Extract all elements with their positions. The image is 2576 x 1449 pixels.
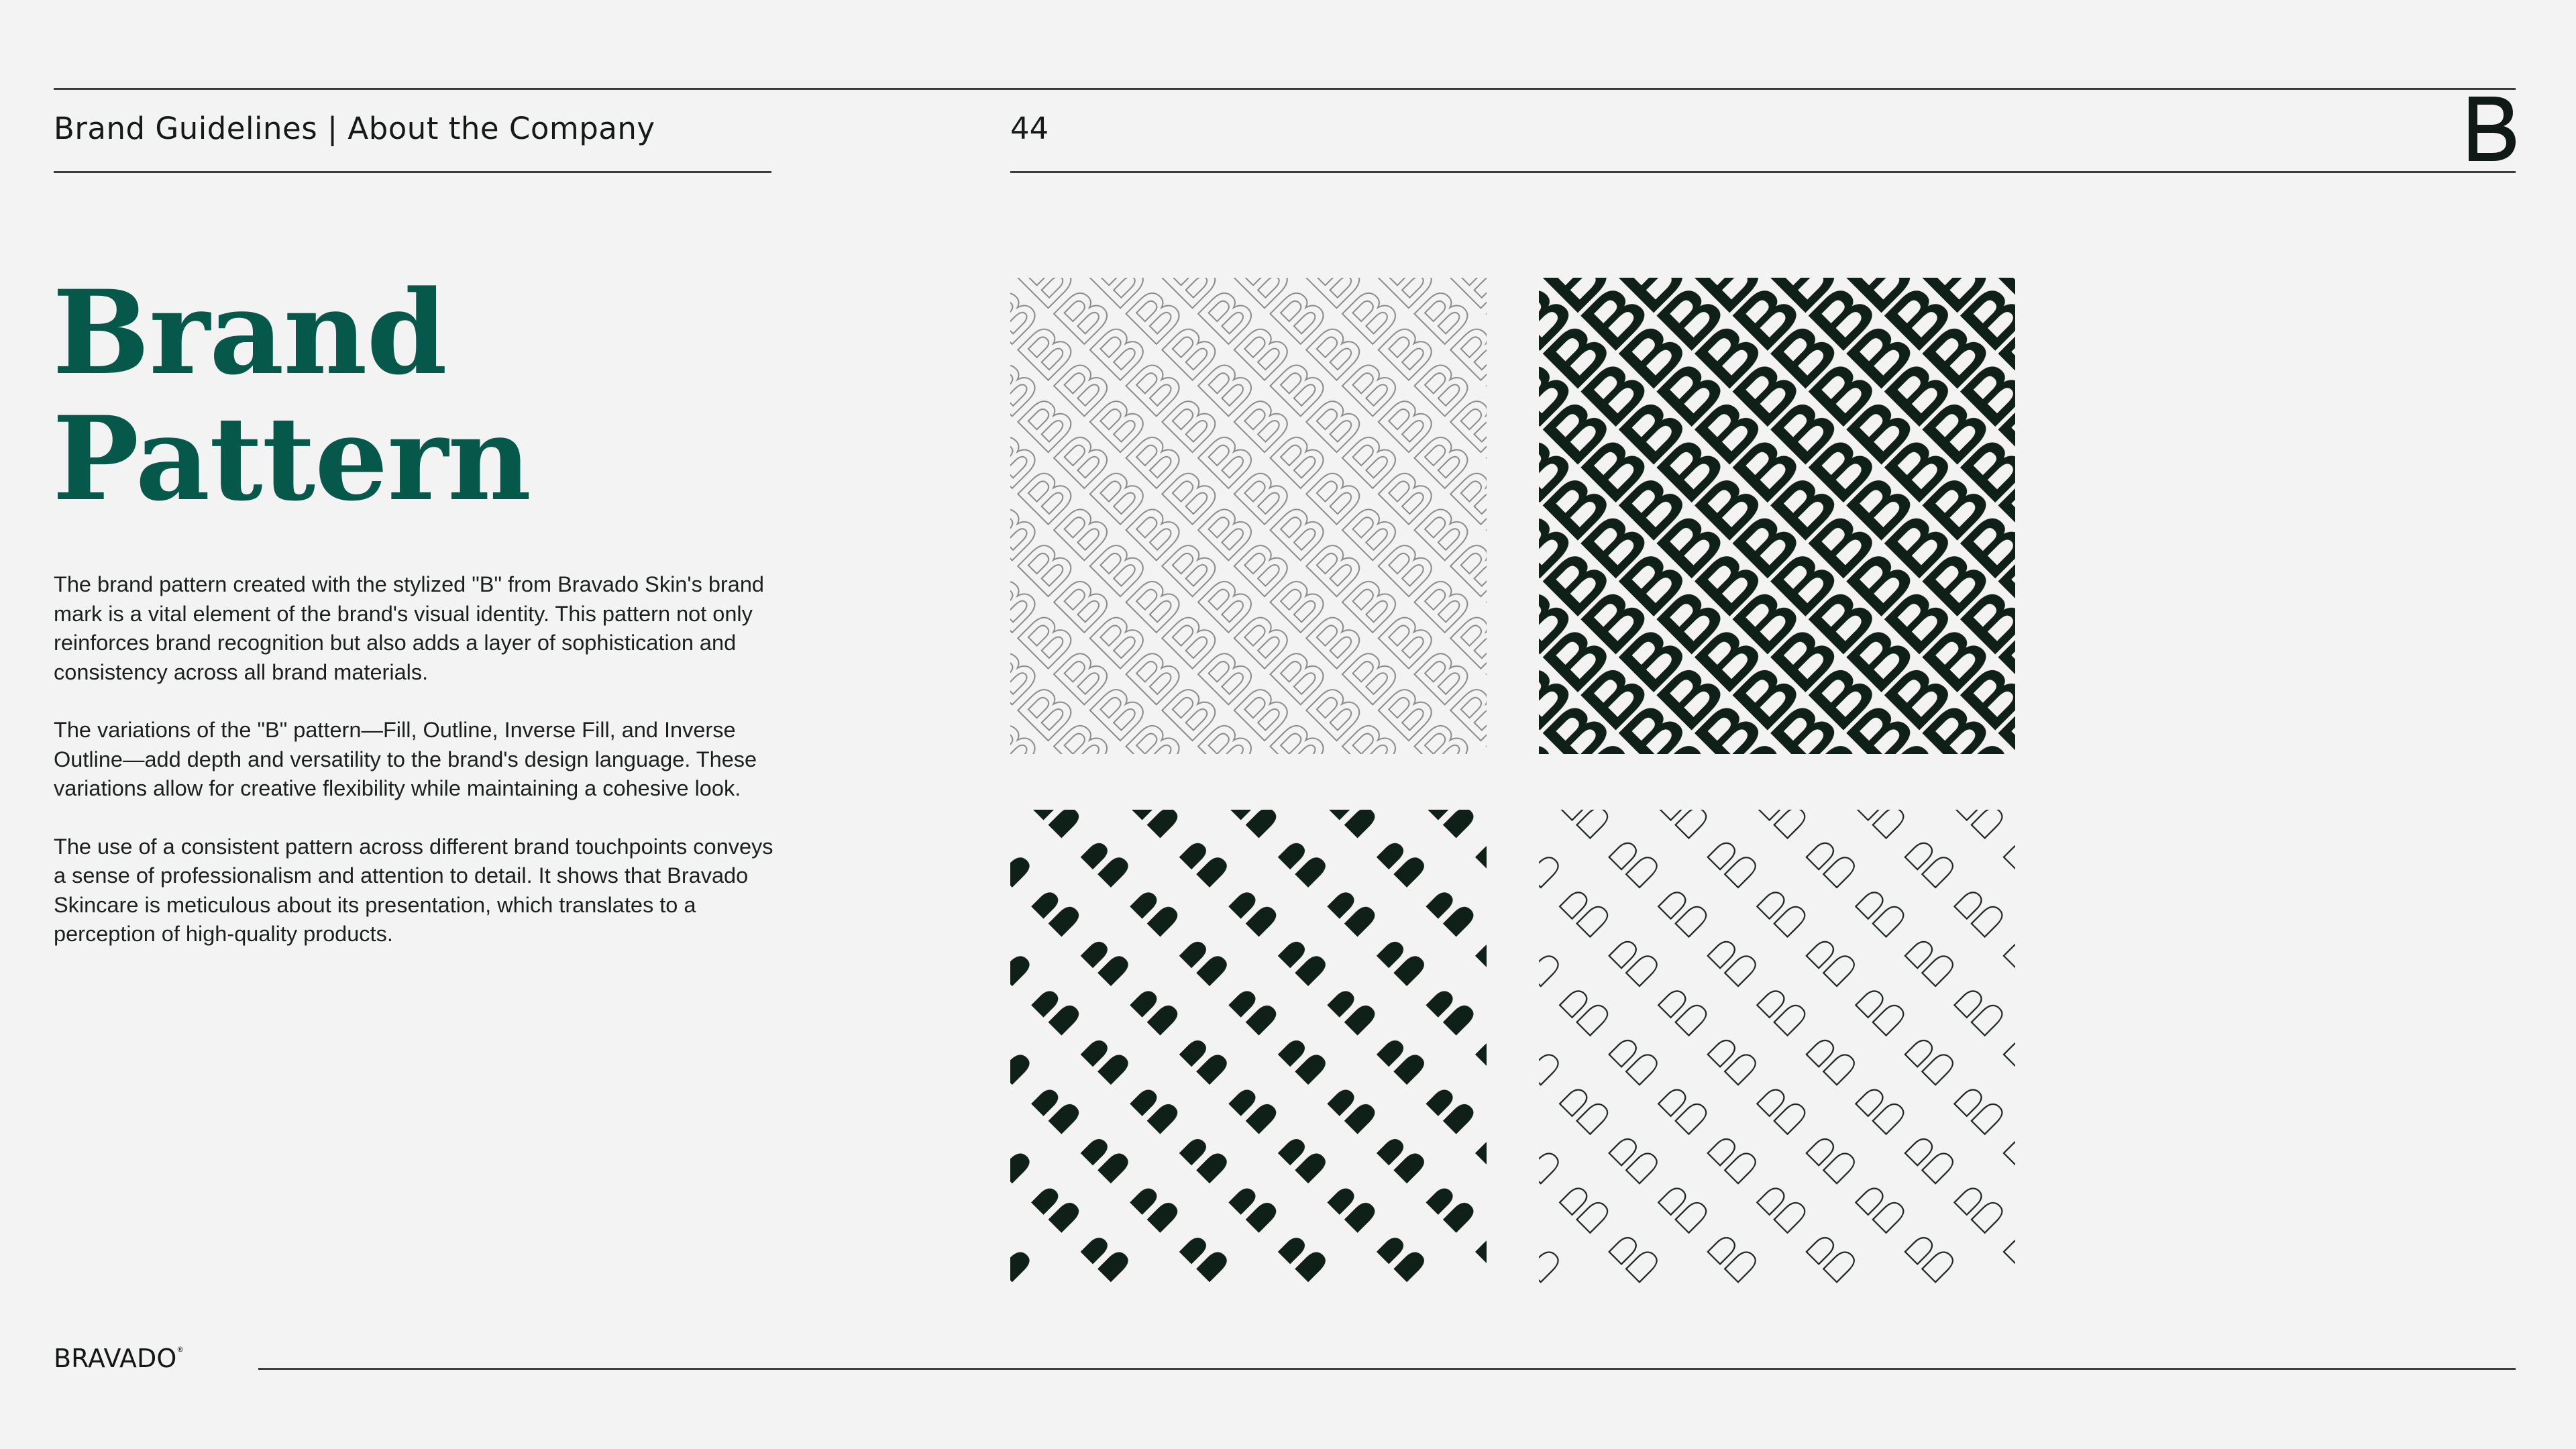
pattern-tile-outline: [1010, 278, 1487, 754]
heading-line-2: Pattern: [52, 390, 531, 527]
page-heading: [52, 264, 531, 527]
header-left-bottom-rule: [54, 171, 771, 173]
pattern-tile-inverse-outline: [1539, 810, 2015, 1286]
header-title: Brand Guidelines | About the Company: [54, 111, 655, 146]
registered-mark: ®: [176, 1345, 184, 1354]
pattern-tile-fill: [1539, 278, 2015, 754]
pattern-tile-inverse-fill: [1010, 810, 1487, 1286]
brand-b-logo-icon: [2469, 97, 2516, 161]
footer-bravado-logo: [54, 1344, 184, 1373]
header-top-rule: [54, 88, 2516, 90]
page-number: 44: [1010, 111, 1049, 146]
body-copy: [54, 570, 778, 978]
body-paragraph-3: The use of a consistent pattern across different brand touchpoints conveys a sense of professionalism and attention to detail. It shows that Bravado Skincare is meticulous about its presentation, which translates to a perception of high-quality products.: [54, 834, 773, 946]
heading-line-1: Brand: [52, 264, 447, 400]
header-right-bottom-rule: [1010, 171, 2516, 173]
body-paragraph-2: The variations of the "B" pattern—Fill, Outline, Inverse Fill, and Inverse Outline—add depth and versatility to the brand's design language. These variations allow for creative flexibility while maintaining a cohesive look.: [54, 718, 757, 800]
body-paragraph-1: The brand pattern created with the stylized "B" from Bravado Skin's brand mark is a vital element of the brand's visual identity. This pattern not only reinforces brand recognition but also adds a layer of sophistication and consistency across all brand materials.: [54, 572, 764, 684]
footer-logo-text: BRAVADO: [54, 1344, 177, 1373]
footer-rule: [258, 1368, 2516, 1370]
